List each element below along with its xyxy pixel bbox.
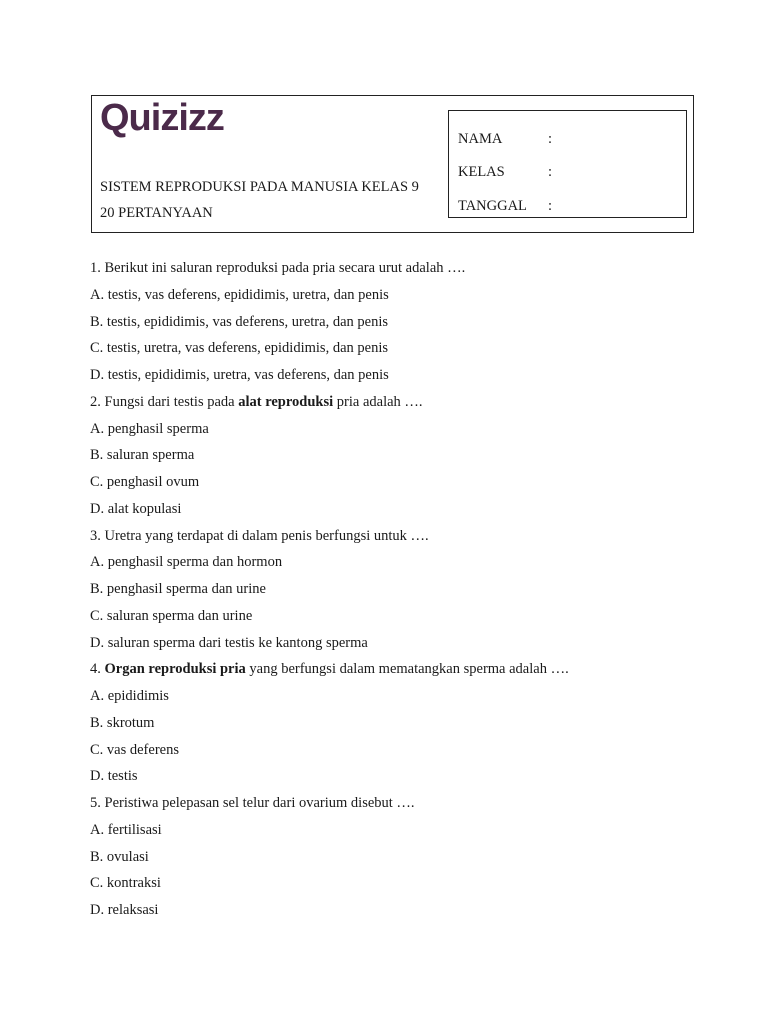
option: C. penghasil ovum — [90, 474, 200, 490]
quizizz-logo: Quizizz — [100, 97, 224, 139]
field-label: KELAS — [458, 164, 505, 180]
question-emphasis: Organ reproduksi pria — [104, 661, 246, 678]
question-emphasis: alat reproduksi — [238, 393, 334, 410]
option: A. penghasil sperma — [90, 420, 209, 437]
field-nama — [458, 130, 552, 148]
option: A. epididimis — [90, 688, 169, 704]
field-label: TANGGAL — [458, 198, 527, 214]
option: C. kontraksi — [90, 875, 161, 892]
option: C. vas deferens — [90, 741, 179, 758]
option: B. testis, epididimis, vas deferens, uretra, dan penis — [90, 313, 388, 330]
option: B. skrotum — [90, 714, 155, 731]
question-3 — [90, 525, 710, 552]
question-text-tail: pria adalah …. — [333, 393, 423, 410]
question-2 — [90, 391, 710, 418]
option: A. testis, vas deferens, epididimis, uretra, dan penis — [90, 286, 389, 303]
question-5 — [90, 792, 710, 819]
question-count: 20 PERTANYAAN — [100, 205, 213, 221]
field-tanggal — [458, 197, 552, 215]
option: B. penghasil sperma dan urine — [90, 581, 266, 597]
question-text: 5. Peristiwa pelepasan sel telur dari ovarium disebut …. — [90, 795, 415, 811]
question-text: 2. Fungsi dari testis pada — [90, 393, 239, 410]
question-text: 4. — [90, 661, 105, 678]
option: B. ovulasi — [90, 848, 149, 865]
option: D. relaksasi — [90, 902, 159, 918]
question-text-tail: yang berfungsi dalam mematangkan sperma adalah …. — [245, 661, 569, 678]
question-list — [90, 257, 710, 926]
option: D. testis, epididimis, uretra, vas deferens, dan penis — [90, 367, 389, 383]
field-separator: : — [548, 131, 553, 147]
option: B. saluran sperma — [90, 447, 195, 464]
student-info-box — [448, 110, 687, 218]
field-kelas — [458, 163, 552, 181]
option: A. fertilisasi — [90, 821, 162, 838]
question-text: 3. Uretra yang terdapat di dalam penis berfungsi untuk …. — [90, 527, 429, 544]
option: D. alat kopulasi — [90, 500, 182, 517]
option: D. saluran sperma dari testis ke kantong sperma — [90, 634, 368, 651]
question-4 — [90, 658, 710, 685]
field-separator: : — [548, 164, 553, 180]
option: D. testis — [90, 768, 138, 785]
question-1 — [90, 257, 710, 284]
quiz-header — [91, 95, 694, 233]
quiz-title: SISTEM REPRODUKSI PADA MANUSIA KELAS 9 — [100, 179, 419, 195]
field-separator: : — [548, 198, 553, 214]
option: A. penghasil sperma dan hormon — [90, 554, 283, 571]
option: C. testis, uretra, vas deferens, epididimis, dan penis — [90, 340, 388, 357]
question-text: 1. Berikut ini saluran reproduksi pada pria secara urut adalah …. — [90, 260, 466, 276]
field-label: NAMA — [458, 131, 503, 147]
option: C. saluran sperma dan urine — [90, 607, 253, 624]
